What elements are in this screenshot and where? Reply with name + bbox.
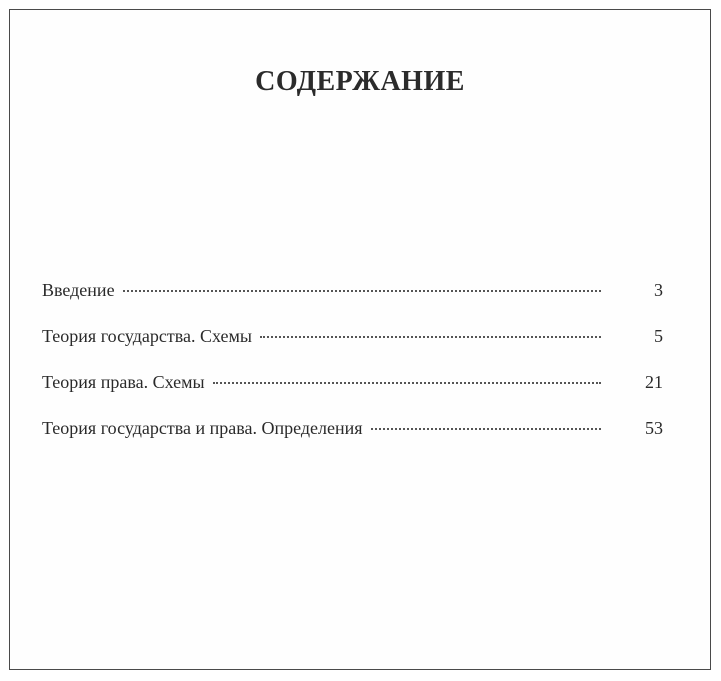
toc-entry-label: Теория государства. Схемы [42,326,252,346]
toc-entry-label: Введение [42,280,115,300]
table-of-contents [42,280,663,464]
toc-entry-label: Теория государства и права. Определения [42,418,363,438]
toc-entry-label: Теория права. Схемы [42,372,205,392]
toc-entry-introduction[interactable] [42,280,663,326]
toc-entry-law-theory-schemes[interactable] [42,372,663,418]
toc-page-number: 21 [645,372,663,392]
page [9,9,711,670]
toc-page-number: 5 [654,326,663,346]
page-title: СОДЕРЖАНИЕ [255,66,465,97]
toc-dot-leader [123,290,601,292]
toc-entry-definitions[interactable] [42,418,663,464]
toc-page-number: 3 [654,280,663,300]
toc-dot-leader [260,336,601,338]
toc-dot-leader [371,428,601,430]
toc-entry-state-theory-schemes[interactable] [42,326,663,372]
toc-dot-leader [213,382,601,384]
toc-page-number: 53 [645,418,663,438]
